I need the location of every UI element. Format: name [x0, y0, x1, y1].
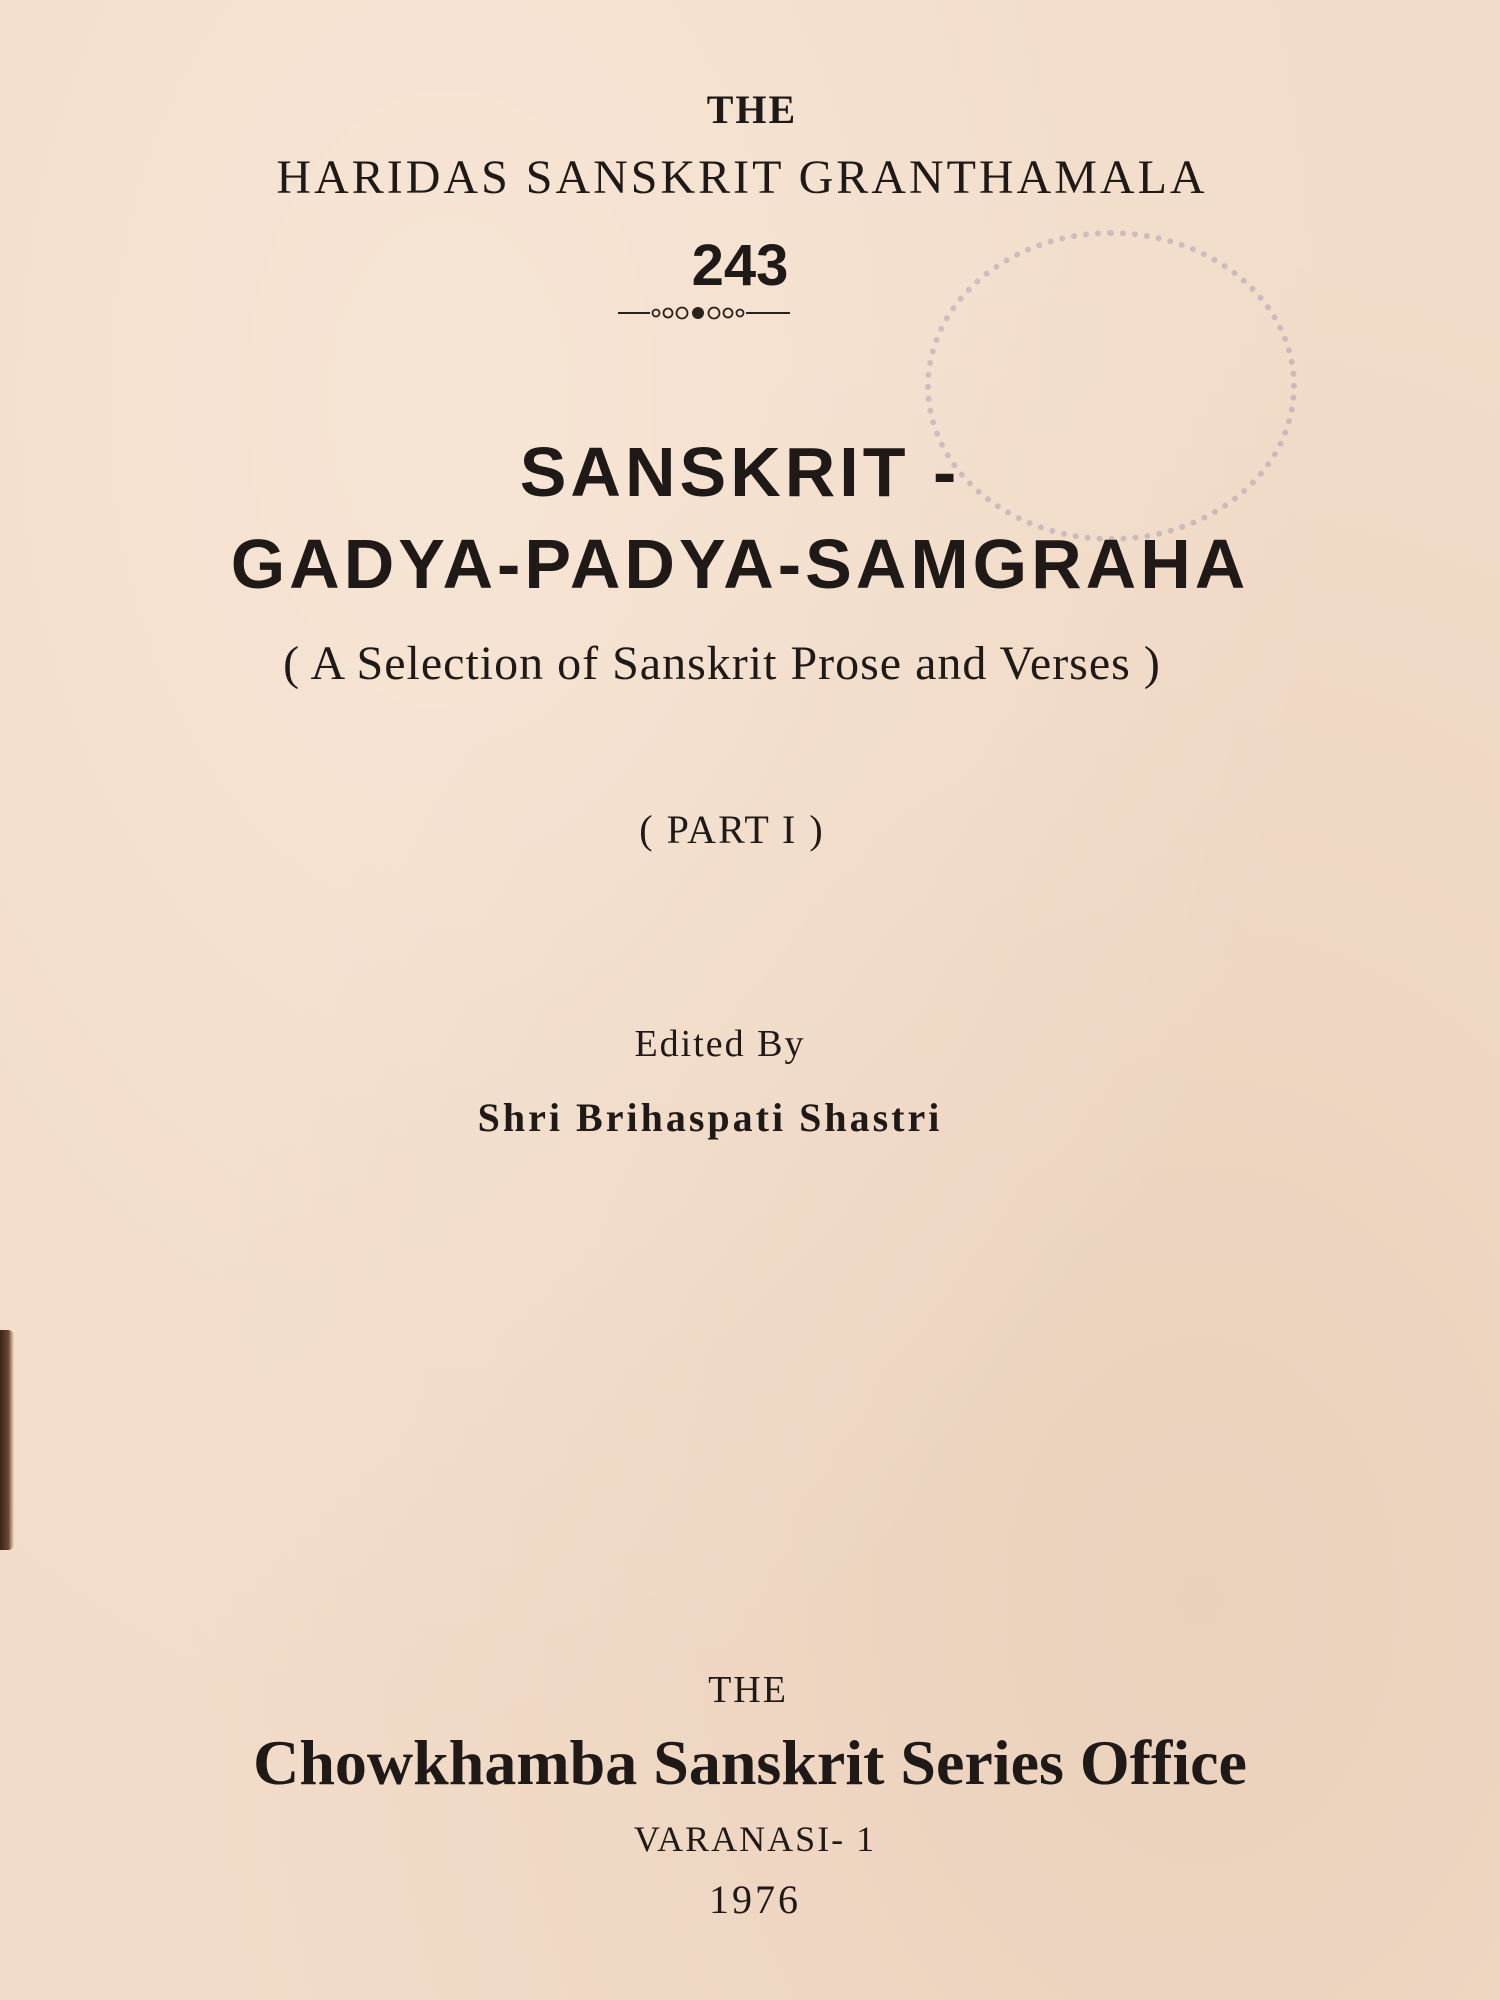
- publisher-name: Chowkhamba Sanskrit Series Office: [253, 1727, 1247, 1798]
- book-title-line-1: SANSKRIT -: [519, 433, 961, 511]
- series-name: HARIDAS SANSKRIT GRANTHAMALA: [276, 151, 1208, 204]
- publication-year: 1976: [709, 1877, 801, 1922]
- book-title-line-2: GADYA-PADYA-SAMGRAHA: [230, 525, 1250, 603]
- part-label: ( PART I ): [639, 807, 825, 852]
- series-article: THE: [706, 87, 798, 132]
- series-number: 243: [691, 233, 789, 298]
- book-subtitle: ( A Selection of Sanskrit Prose and Verses ): [283, 637, 1161, 690]
- edited-by-label: Edited By: [634, 1023, 806, 1065]
- publisher-article: THE: [708, 1669, 788, 1711]
- publisher-place: VARANASI- 1: [633, 1819, 877, 1859]
- binding-edge-mark: [0, 1330, 14, 1550]
- ornament-divider-icon: [0, 303, 1500, 323]
- editor-name: Shri Brihaspati Shastri: [477, 1095, 943, 1140]
